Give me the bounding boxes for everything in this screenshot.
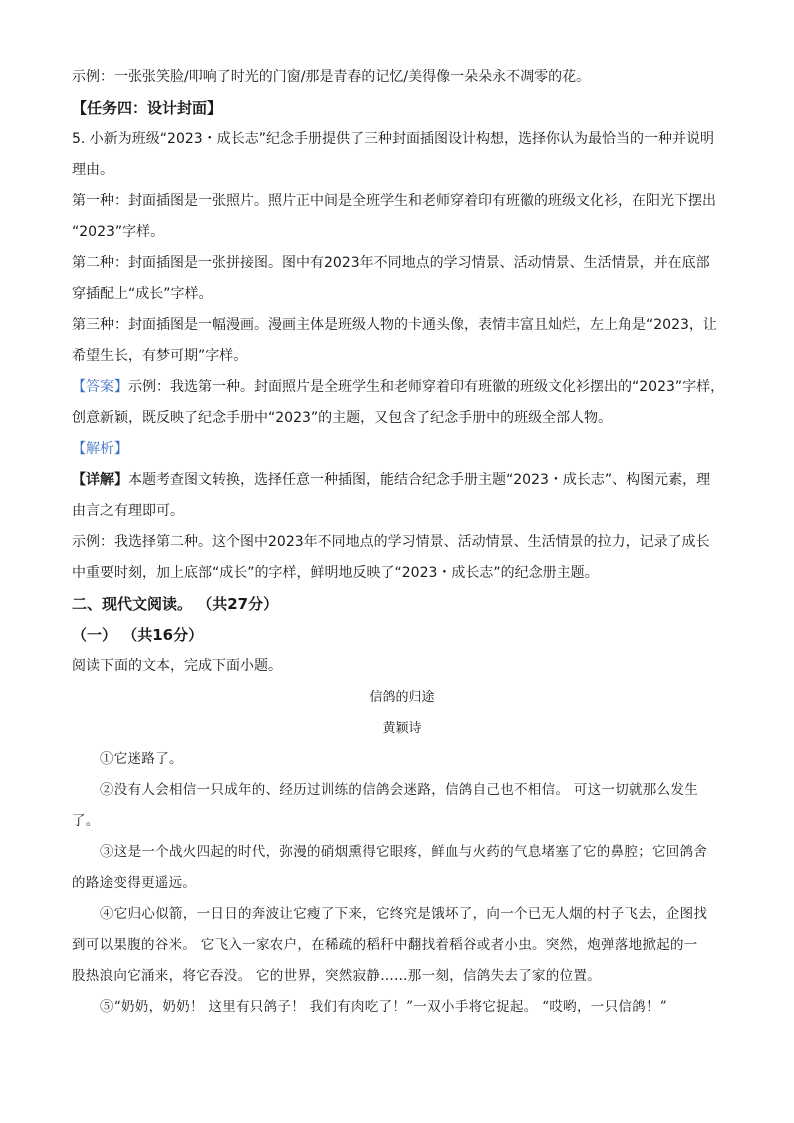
question-5-line-1: 5. 小新为班级“2023・成长志”纪念手册提供了三种封面插图设计构想，选择你认为最恰当的一种并说明 xyxy=(72,131,714,147)
story-paragraph-2-line-1: ②没有人会相信一只成年的、经历过训练的信鸽会迷路，信鸽自己也不相信。 可这一切就那么发生 xyxy=(100,782,698,798)
story-paragraph-5: ⑤“奶奶，奶奶！ 这里有只鸽子！ 我们有肉吃了！”一双小手将它捉起。 “哎哟，一只信鸽！” xyxy=(100,999,667,1015)
example-line: 示例：一张张笑脸/叩响了时光的门窗/那是青春的记忆/美得像一朵朵永不凋零的花。 xyxy=(72,69,591,85)
detail-line-2: 由言之有理即可。 xyxy=(72,503,184,519)
document-page xyxy=(72,62,732,1023)
section-2-heading: 二、现代文阅读。 （共27分） xyxy=(72,595,279,613)
option-1-line-2: “2023”字样。 xyxy=(72,224,165,240)
story-paragraph-3-line-2: 的路途变得更遥远。 xyxy=(72,875,197,891)
story-paragraph-1: ①它迷路了。 xyxy=(100,751,183,767)
question-5-line-2: 理由。 xyxy=(72,162,114,178)
detail-tag: 【详解】 xyxy=(72,472,128,488)
subsection-1-heading: （一） （共16分） xyxy=(72,626,204,644)
detail-line-4: 中重要时刻，加上底部“成长”的字样，鲜明地反映了“2023・成长志”的纪念册主题。 xyxy=(72,565,599,581)
story-paragraph-4-line-3: 股热浪向它涌来，将它吞没。 它的世界，突然寂静……那一刻，信鸽失去了家的位置。 xyxy=(72,968,601,984)
answer-line-1 xyxy=(72,372,732,403)
story-paragraph-3-line-1: ③这是一个战火四起的时代，弥漫的硝烟熏得它眼疼，鲜血与火药的气息堵塞了它的鼻腔；它回鸽舍 xyxy=(100,844,708,860)
option-2-line-2: 穿插配上“成长”字样。 xyxy=(72,286,213,302)
option-3-line-2: 希望生长，有梦可期”字样。 xyxy=(72,348,248,364)
task-four-heading: 【任务四：设计封面】 xyxy=(72,99,223,117)
answer-line-2: 创意新颖，既反映了纪念手册中“2023”的主题，又包含了纪念手册中的班级全部人物。 xyxy=(72,410,613,426)
story-author: 黄颖诗 xyxy=(382,721,422,736)
answer-tag: 【答案】 xyxy=(72,379,128,395)
option-1-line-1: 第一种：封面插图是一张照片。照片正中间是全班学生和老师穿着印有班徽的班级文化衫，在阳光下摆出 xyxy=(72,193,716,209)
option-2-line-1: 第二种：封面插图是一张拼接图。图中有2023年不同地点的学习情景、活动情景、生活情景，并在底部 xyxy=(72,255,710,271)
reading-instruction: 阅读下面的文本，完成下面小题。 xyxy=(72,658,282,674)
analysis-tag: 【解析】 xyxy=(72,441,128,457)
story-paragraph-2-line-2: 了。 xyxy=(72,813,100,829)
answer-text-1: 示例：我选第一种。封面照片是全班学生和老师穿着印有班徽的班级文化衫摆出的“2023”字样， xyxy=(128,379,725,395)
option-3-line-1: 第三种：封面插图是一幅漫画。漫画主体是班级人物的卡通头像，表情丰富且灿烂，左上角是“2023，让 xyxy=(72,317,717,333)
detail-text-1: 本题考查图文转换，选择任意一种插图，能结合纪念手册主题“2023・成长志”、构图元素，理 xyxy=(128,472,711,488)
detail-line-3: 示例：我选择第二种。这个图中2023年不同地点的学习情景、活动情景、生活情景的拉力，记录了成长 xyxy=(72,534,710,550)
story-paragraph-4-line-2: 到可以果腹的谷米。 它飞入一家农户，在稀疏的稻秆中翻找着稻谷或者小虫。突然，炮弹落地掀起的一 xyxy=(72,937,698,953)
detail-line-1 xyxy=(72,465,732,496)
story-title: 信鸽的归途 xyxy=(369,690,435,705)
story-paragraph-4-line-1: ④它归心似箭，一日日的奔波让它瘦了下来，它终究是饿坏了，向一个已无人烟的村子飞去，企图找 xyxy=(100,906,708,922)
